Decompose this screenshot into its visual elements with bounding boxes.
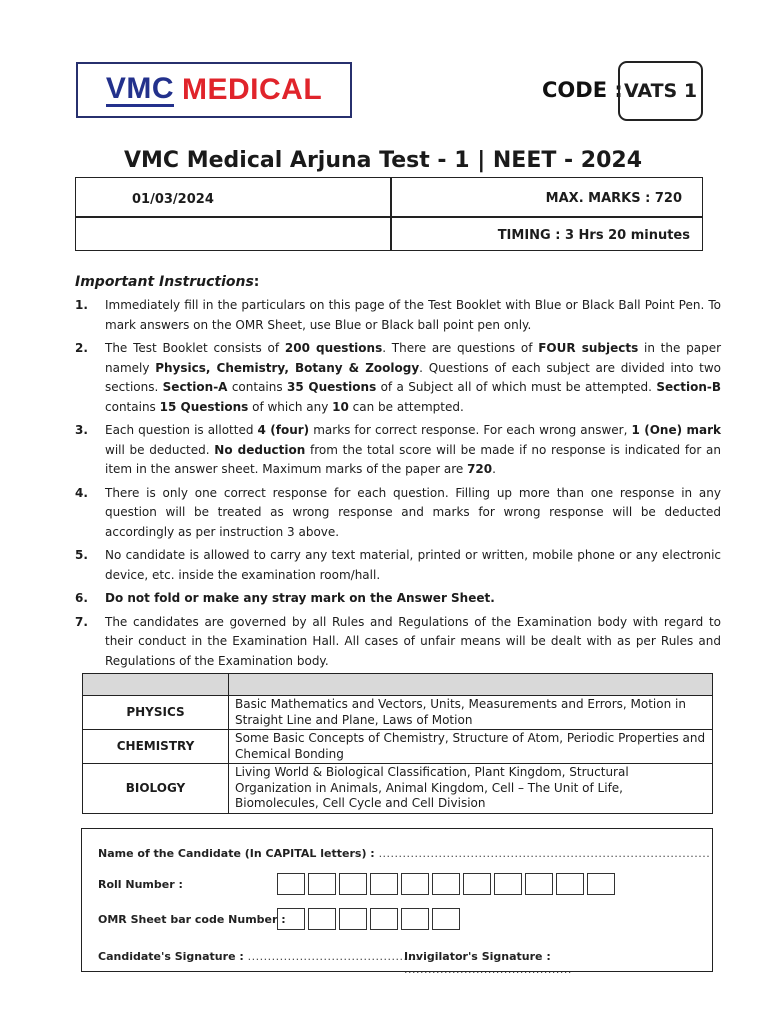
- roll-number-box[interactable]: [556, 873, 584, 895]
- instruction-item: [75, 339, 721, 417]
- instruction-text: Immediately fill in the particulars on this page of the Test Booklet with Blue or Black Ball Point Pen. To mark answers on the OMR Sheet, use Blue or Black ball point pen only.: [105, 298, 721, 332]
- omr-code-box[interactable]: [308, 908, 336, 930]
- subject-cell: CHEMISTRY: [83, 730, 229, 764]
- roll-number-box[interactable]: [339, 873, 367, 895]
- instructions-heading-colon: :: [253, 274, 260, 290]
- instruction-number: 3.: [75, 423, 88, 437]
- topics-cell: Basic Mathematics and Vectors, Units, Measurements and Errors, Motion in Straight Line and Plane, Laws of Motion: [229, 696, 713, 730]
- roll-number-box[interactable]: [463, 873, 491, 895]
- candidate-name-label: Name of the Candidate (In CAPITAL letters) :: [98, 847, 375, 860]
- code-box: [618, 61, 703, 121]
- logo-vmc-text: VMC: [105, 71, 174, 105]
- code-label: CODE :: [542, 78, 623, 102]
- instruction-emphasis: 720: [467, 462, 493, 476]
- instruction-emphasis: 1 (One) mark: [631, 423, 721, 437]
- roll-number-box[interactable]: [525, 873, 553, 895]
- omr-code-boxes: [277, 908, 460, 930]
- instruction-item: [75, 296, 721, 335]
- topics-cell: Living World & Biological Classification, Plant Kingdom, Structural Organization in Animals, Animal Kingdom, Cell – The Unit of Life, Biomolecules, Cell Cycle and Cell Division: [229, 764, 713, 814]
- instruction-text: The candidates are governed by all Rules and Regulations of the Examination body with regard to their conduct in the Examination Hall. All cases of unfair means will be dealt with as per Rules and Regulations of the Examination body.: [105, 614, 721, 668]
- candidate-details-box: [81, 828, 713, 976]
- instruction-emphasis: 200 questions: [284, 341, 383, 355]
- instruction-text: There is only one correct response for each question. Filling up more than one response in any question will be treated as wrong response and marks for wrong response will be deducted accordingly as per instruction 3 above.: [105, 485, 721, 539]
- instruction-emphasis: 10: [332, 399, 349, 414]
- info-table-divider: [390, 178, 392, 250]
- info-table: [75, 177, 703, 251]
- topics-cell: Some Basic Concepts of Chemistry, Structure of Atom, Periodic Properties and Chemical Bonding: [229, 730, 713, 764]
- instruction-text: in the paper namely: [105, 341, 722, 375]
- max-marks: MAX. MARKS : 720: [545, 191, 682, 206]
- instruction-emphasis: Section-B: [656, 380, 721, 394]
- table-row: [83, 730, 713, 764]
- instruction-number: 5.: [75, 548, 88, 562]
- instruction-number: 2.: [75, 341, 88, 355]
- roll-number-box[interactable]: [494, 873, 522, 895]
- subject-cell: BIOLOGY: [83, 764, 229, 814]
- syllabus-header-row: [83, 674, 713, 696]
- omr-code-box[interactable]: [339, 908, 367, 930]
- candidate-name-line: [98, 847, 710, 860]
- instructions-heading: [75, 274, 259, 290]
- code-value: VATS 1: [623, 80, 698, 102]
- instruction-text: of which any: [248, 399, 333, 414]
- subject-cell: PHYSICS: [83, 696, 229, 730]
- candidate-name-field[interactable]: ...................................................................................: [378, 847, 711, 860]
- instruction-emphasis: Physics, Chemistry, Botany & Zoology: [155, 360, 420, 375]
- invigilator-signature-line: [404, 950, 712, 976]
- instruction-emphasis: 15 Questions: [159, 399, 249, 414]
- timing: TIMING : 3 Hrs 20 minutes: [497, 228, 690, 243]
- instruction-item: [75, 589, 721, 609]
- logo-medical-text: MEDICAL: [182, 73, 323, 106]
- instruction-emphasis: 35 Questions: [286, 380, 377, 394]
- invigilator-signature-field[interactable]: ..........................................: [404, 963, 572, 976]
- instruction-text: . Questions of each subject are divided into two sections.: [105, 360, 722, 394]
- syllabus-table: [82, 673, 713, 814]
- instruction-emphasis: 4 (four): [257, 423, 310, 437]
- omr-code-box[interactable]: [432, 908, 460, 930]
- test-date: 01/03/2024: [132, 192, 214, 207]
- table-row: [83, 696, 713, 730]
- instruction-text: will be deducted.: [105, 442, 215, 457]
- instruction-number: 4.: [75, 485, 88, 500]
- instruction-number: 7.: [75, 614, 88, 629]
- omr-code-box[interactable]: [370, 908, 398, 930]
- roll-number-box[interactable]: [401, 873, 429, 895]
- instruction-text: of a Subject all of which must be attempted.: [376, 380, 657, 394]
- roll-number-box[interactable]: [432, 873, 460, 895]
- table-row: [83, 764, 713, 814]
- roll-number-box[interactable]: [277, 873, 305, 895]
- instruction-item: [75, 546, 721, 585]
- instruction-emphasis: No deduction: [214, 442, 306, 457]
- candidate-signature-line: [98, 950, 419, 963]
- instruction-item: [75, 421, 721, 480]
- invigilator-signature-label: Invigilator's Signature :: [404, 950, 551, 963]
- roll-number-box[interactable]: [308, 873, 336, 895]
- instruction-text: contains: [227, 380, 287, 394]
- info-table-divider: [76, 216, 702, 218]
- instruction-number: 6.: [75, 591, 88, 605]
- syllabus-header-cell: [229, 674, 713, 696]
- candidate-signature-field[interactable]: ...........................................: [247, 950, 420, 963]
- roll-number-boxes: [277, 873, 615, 895]
- roll-number-box[interactable]: [587, 873, 615, 895]
- instruction-item: [75, 484, 721, 543]
- instructions-heading-text: Important Instructions: [75, 274, 254, 290]
- omr-code-box[interactable]: [401, 908, 429, 930]
- omr-code-box[interactable]: [277, 908, 305, 930]
- roll-number-label: Roll Number :: [98, 878, 183, 891]
- syllabus-header-cell: [83, 674, 229, 696]
- instruction-text: No candidate is allowed to carry any text material, printed or written, mobile phone or any electronic device, etc. inside the examination room/hall.: [105, 548, 721, 582]
- test-title: VMC Medical Arjuna Test - 1 | NEET - 2024: [124, 148, 643, 173]
- instruction-text: from the total score will be made if no response is indicated for an item in the answer sheet. Maximum marks of the paper are: [105, 442, 722, 476]
- instruction-text: . There are questions of: [382, 341, 539, 355]
- instruction-text: Each question is allotted: [105, 423, 258, 437]
- instruction-text: marks for correct response. For each wrong answer,: [309, 423, 632, 437]
- instructions-list: [75, 296, 721, 675]
- candidate-signature-label: Candidate's Signature :: [98, 950, 244, 963]
- instruction-emphasis: Section-A: [162, 380, 228, 394]
- vmc-medical-logo: [76, 62, 352, 118]
- instruction-emphasis: Do not fold or make any stray mark on the Answer Sheet.: [105, 591, 495, 605]
- roll-number-box[interactable]: [370, 873, 398, 895]
- instruction-emphasis: FOUR subjects: [538, 341, 639, 355]
- instruction-text: .: [492, 462, 496, 476]
- omr-code-label: OMR Sheet bar code Number :: [98, 913, 286, 926]
- instruction-text: can be attempted.: [348, 399, 464, 414]
- instruction-item: [75, 613, 721, 672]
- instruction-text: The Test Booklet consists of: [105, 341, 285, 355]
- instruction-text: contains: [105, 399, 160, 414]
- instruction-number: 1.: [75, 298, 88, 312]
